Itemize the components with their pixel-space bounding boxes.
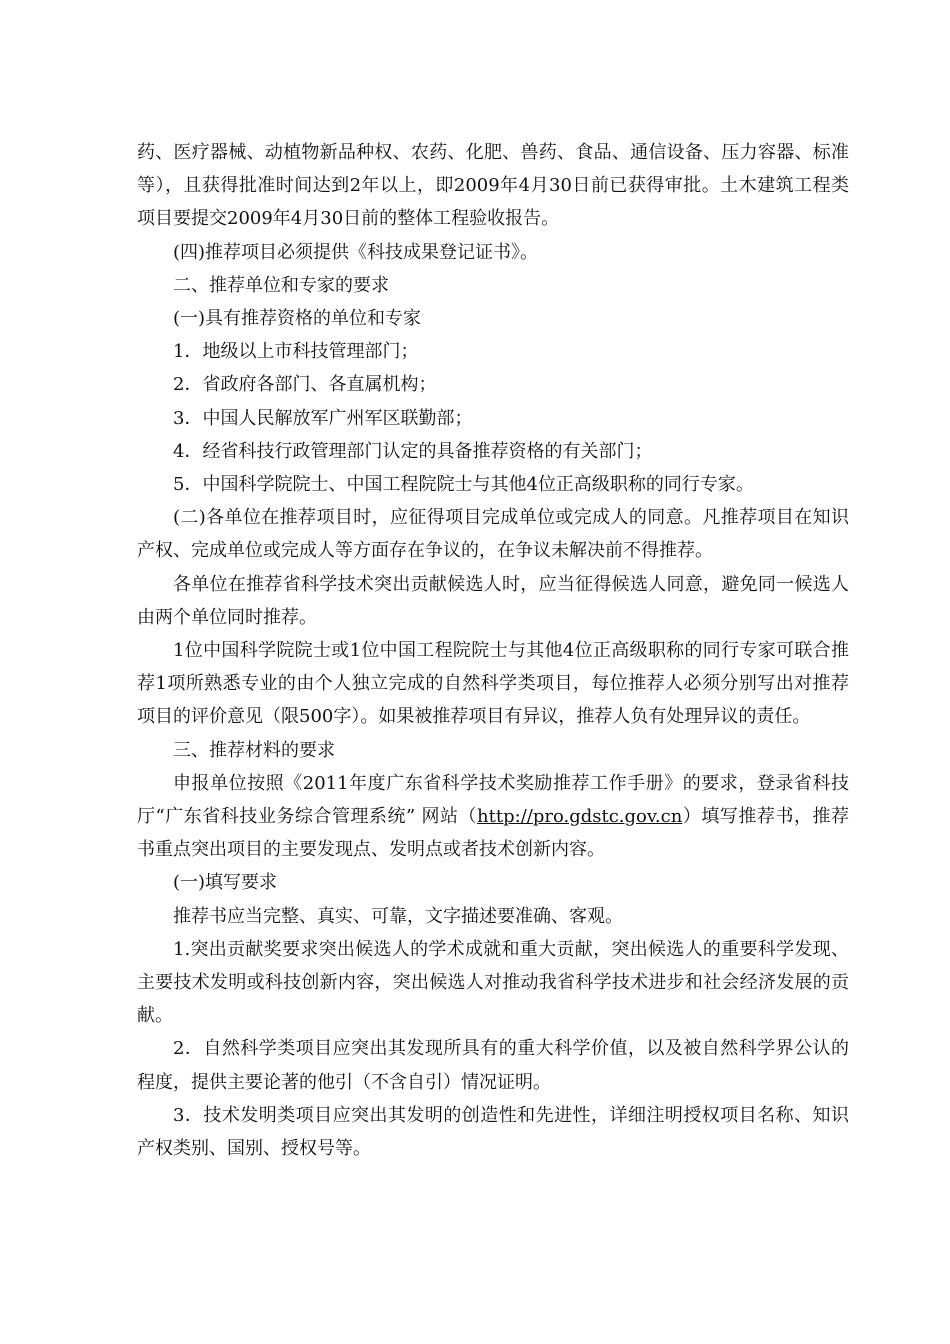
document-body xyxy=(137,136,849,1165)
list-item: 3．技术发明类项目应突出其发明的创造性和先进性，详细注明授权项目名称、知识产权类别、国别、授权号等。 xyxy=(137,1104,849,1160)
list-item: 1.突出贡献奖要求突出候选人的学术成就和重大贡献，突出候选人的重要科学发现、主要技术发明或科技创新内容，突出候选人对推动我省科学技术进步和社会经济发展的贡献。 xyxy=(137,938,849,1027)
list-item: 5．中国科学院院士、中国工程院院士与其他4位正高级职称的同行专家。 xyxy=(173,474,754,496)
list-item: 3．中国人民解放军广州军区联勤部； xyxy=(173,407,473,429)
paragraph-candidate-consent: 各单位在推荐省科学技术突出贡献候选人时，应当征得候选人同意，避免同一候选人由两个单位同时推荐。 xyxy=(137,573,849,628)
subsection-heading-qualified-units: (一)具有推荐资格的单位和专家 xyxy=(173,308,422,330)
section-heading-2: 二、推荐单位和专家的要求 xyxy=(173,274,389,296)
list-item: 2．省政府各部门、各直属机构； xyxy=(173,374,437,396)
system-website-link[interactable]: http://pro.gdstc.gov.cn xyxy=(477,806,683,828)
paragraph-consent: (二)各单位在推荐项目时，应征得项目完成单位或完成人的同意。凡推荐项目在知识产权、完成单位或完成人等方面存在争议的，在争议未解决前不得推荐。 xyxy=(137,507,849,562)
paragraph-academician-recommendation: 1位中国科学院院士或1位中国工程院院士与其他4位正高级职称的同行专家可联合推荐1项所熟悉专业的由个人独立完成的自然科学类项目，每位推荐人必须分别写出对推荐项目的评价意见（限500字）。如果被推荐项目有异议，推荐人负有处理异议的责任。 xyxy=(137,640,849,728)
paragraph-accuracy: 推荐书应当完整、真实、可靠，文字描述要准确、客观。 xyxy=(173,905,623,927)
list-item: 1．地级以上市科技管理部门； xyxy=(173,341,419,363)
paragraph-item-4-certificate: (四)推荐项目必须提供《科技成果登记证书》。 xyxy=(173,241,539,263)
submission-text-before: 申报单位按照《2011年度广东省科学技术奖励推荐工作手册》的要求，登录省科技厅“广东省科技业务综合管理系统” 网站（ xyxy=(137,772,849,828)
subsection-heading-fill-requirements: (一)填写要求 xyxy=(173,872,278,894)
paragraph-submission xyxy=(137,767,849,867)
paragraph-continuation: 药、医疗器械、动植物新品种权、农药、化肥、兽药、食品、通信设备、压力容器、标准等），且获得批准时间达到2年以上，即2009年4月30日前已获得审批。土木建筑工程类项目要提交2009年4月30日前的整体工程验收报告。 xyxy=(137,142,849,230)
list-item: 4．经省科技行政管理部门认定的具备推荐资格的有关部门； xyxy=(173,440,653,462)
submission-text-after: ）填写推荐书，推荐书重点突出项目的主要发现点、发明点或者技术创新内容。 xyxy=(137,806,850,861)
list-item: 2．自然科学类项目应突出其发现所具有的重大科学价值，以及被自然科学界公认的程度，提供主要论著的他引（不含自引）情况证明。 xyxy=(137,1038,849,1093)
section-heading-3: 三、推荐材料的要求 xyxy=(173,739,335,761)
